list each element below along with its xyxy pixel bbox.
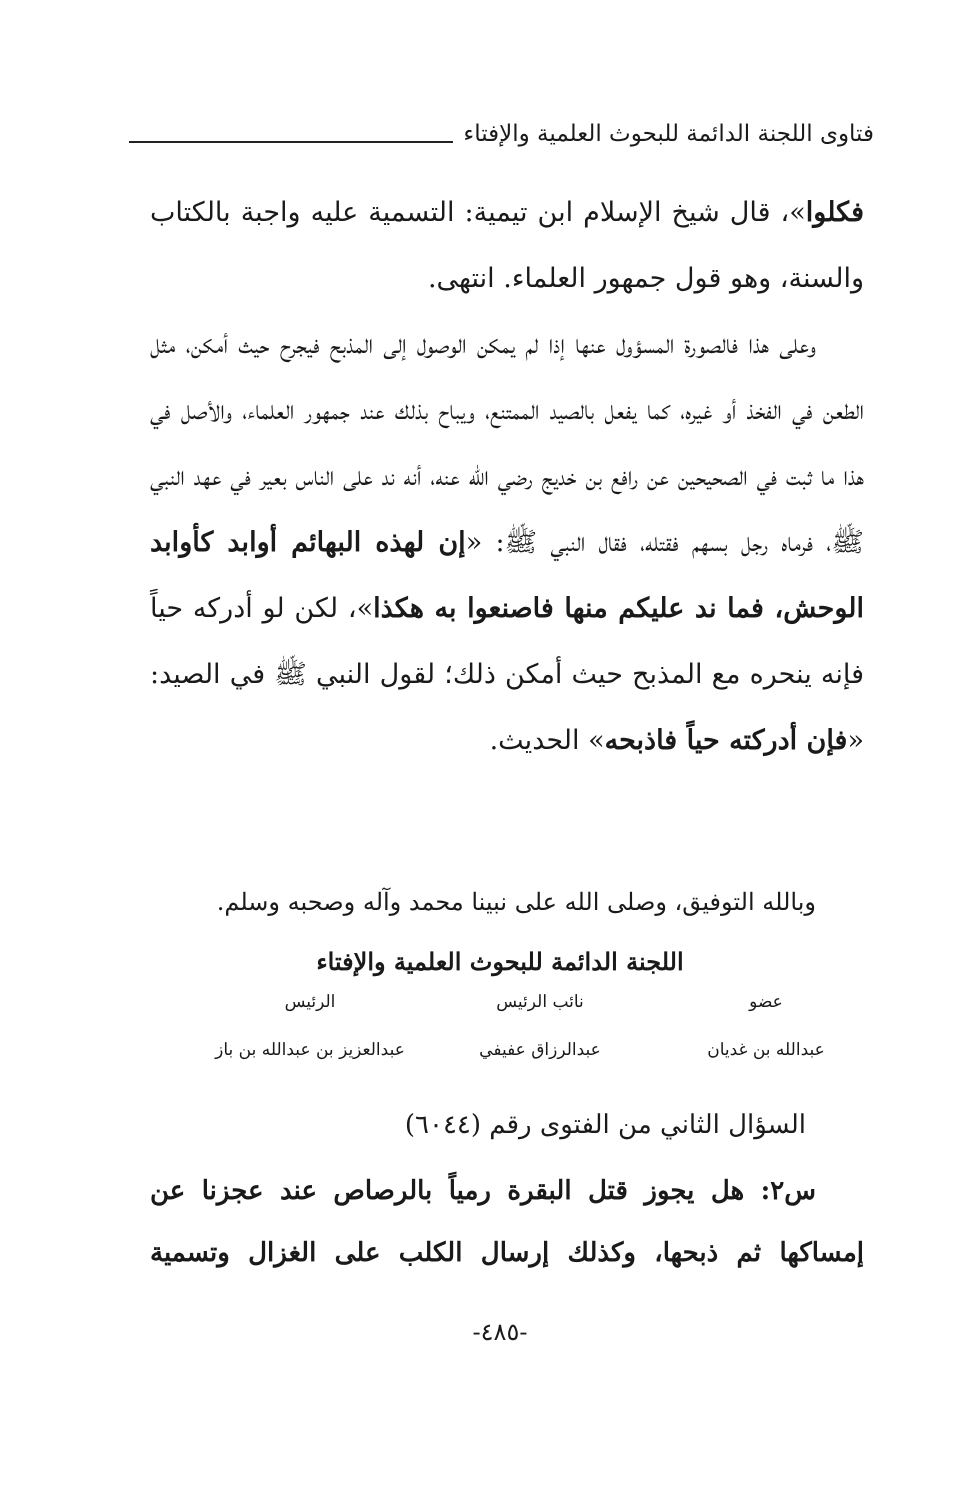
signatory-name-member: عبدالله بن غديان bbox=[707, 1040, 825, 1060]
paragraph2-text-a: وعلى هذا فالصورة المسؤول عنها إذا لم يمكن الوصول إلى المذبح فيجرح حيث أمكن، مثل الطعن في الفخذ أو غيره، كما يفعل بالصيد الممتنع، ويباح بذلك عند جمهور العلماء، والأصل في هذا ما ثبت في الصحيحين عن رافع بن خديج رضي الله عنه، أنه ند على الناس بعير في عهد النبي ﷺ، فرماه رجل بسهم فقتله، فقال النبي ﷺ: « bbox=[150, 329, 864, 558]
question-label: س٢ bbox=[770, 1176, 816, 1206]
question-text bbox=[150, 1160, 864, 1284]
signatory-name-chairman: عبدالعزيز بن عبدالله بن باز bbox=[215, 1040, 405, 1060]
paragraph2-text-c: » الحديث. bbox=[489, 725, 605, 756]
running-header bbox=[129, 112, 874, 156]
paragraph2-text-b: »، لكن لو أدركه حياً فإنه ينحره مع المذبح حيث أمكن ذلك؛ لقول النبي ﷺ في الصيد: « bbox=[150, 593, 864, 756]
running-title: فتاوى اللجنة الدائمة للبحوث العلمية والإفتاء bbox=[463, 121, 874, 147]
question-body: : هل يجوز قتل البقرة رمياً بالرصاص عند عجزنا عن إمساكها ثم ذبحها، وكذلك إرسال الكلب على الغزال وتسمية bbox=[150, 1176, 864, 1268]
signatory-role-vice-chairman: نائب الرئيس bbox=[496, 992, 584, 1012]
header-rule bbox=[129, 141, 453, 143]
signatory-name-vice-chairman: عبدالرزاق عفيفي bbox=[479, 1040, 601, 1060]
committee-name: اللجنة الدائمة للبحوث العلمية والإفتاء bbox=[316, 947, 684, 976]
signatory-role-member: عضو bbox=[749, 992, 783, 1012]
paragraph-ruling bbox=[150, 312, 864, 774]
hadith-quote-1: إن لهذه البهائم أوابد كأوابد الوحش، فما ند عليكم منها فاصنعوا به هكذا bbox=[150, 527, 864, 624]
closing-line: وبالله التوفيق، وصلى الله على نبينا محمد وآله وصحبه وسلم. bbox=[216, 888, 816, 916]
signatory-role-chairman: الرئيس bbox=[284, 992, 336, 1012]
hadith-quote-2: فإن أدركته حياً فاذبحه bbox=[604, 725, 848, 756]
quote-end-bold: فكلوا bbox=[805, 197, 864, 228]
page-number: -٤٨٥- bbox=[472, 1318, 528, 1346]
question-heading: السؤال الثاني من الفتوى رقم (٦٠٤٤) bbox=[404, 1110, 806, 1140]
paragraph-continuation bbox=[150, 180, 864, 312]
paragraph1-text: »، قال شيخ الإسلام ابن تيمية: التسمية عليه واجبة بالكتاب والسنة، وهو قول جمهور العلماء. انتهى. bbox=[150, 197, 864, 294]
